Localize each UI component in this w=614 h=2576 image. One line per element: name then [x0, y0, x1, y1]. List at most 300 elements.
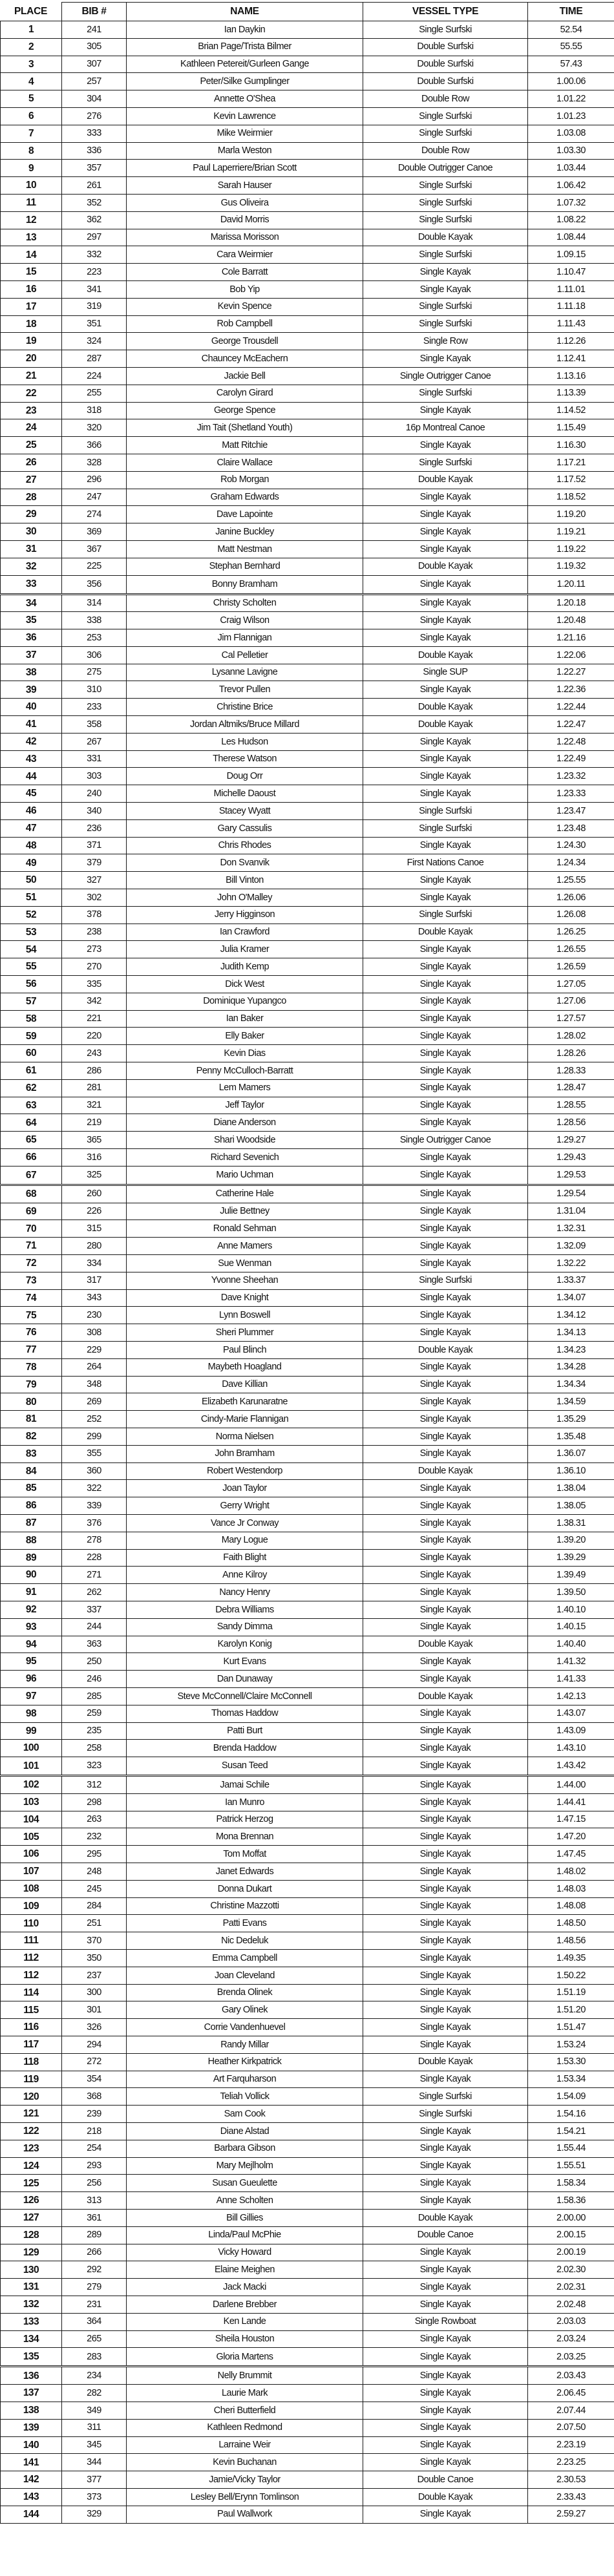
bib-cell: 350 [62, 1950, 127, 1967]
time-cell: 1.03.30 [556, 145, 586, 156]
name-cell: Susan Gueulette [127, 2175, 363, 2191]
table-row [0, 1932, 614, 1950]
place-cell: 17 [0, 299, 62, 315]
bib-cell: 366 [62, 437, 127, 454]
bib-cell: 370 [62, 1932, 127, 1949]
table-row [0, 1497, 614, 1515]
table-row [0, 647, 614, 664]
name-cell: Brian Page/Trista Bilmer [127, 39, 363, 56]
name-cell: Gary Cassulis [127, 820, 363, 837]
table-row [0, 1653, 614, 1671]
table-row [0, 889, 614, 907]
name-cell: Cindy-Marie Flannigan [127, 1411, 363, 1428]
vessel-type-cell: Single Kayak [363, 1846, 528, 1863]
column-header-place: PLACE [0, 2, 62, 21]
place-cell: 58 [0, 1011, 62, 1028]
vessel-type-cell: Single Kayak [363, 1446, 528, 1462]
table-row [0, 1290, 614, 1307]
time-cell: 2.00.00 [556, 2212, 586, 2223]
place-cell: 123 [0, 2140, 62, 2157]
bib-cell: 329 [62, 2506, 127, 2523]
vessel-type-cell: Single Kayak [363, 1967, 528, 1984]
place-cell: 105 [0, 1828, 62, 1845]
table-row [0, 2348, 614, 2367]
table-row [0, 195, 614, 212]
vessel-type-cell: Single Surfski [363, 21, 528, 38]
name-cell: Anne Kilroy [127, 1567, 363, 1583]
bib-cell: 232 [62, 1828, 127, 1845]
bib-cell: 231 [62, 2296, 127, 2313]
vessel-type-cell: Single Kayak [363, 2385, 528, 2402]
name-cell: Craig Wilson [127, 612, 363, 629]
time-cell: 2.07.50 [556, 2422, 586, 2433]
time-cell: 1.47.15 [556, 1814, 586, 1825]
table-row [0, 21, 614, 39]
bib-cell: 326 [62, 2019, 127, 2036]
bib-cell: 328 [62, 454, 127, 471]
time-cell: 1.54.09 [556, 2091, 586, 2102]
time-cell: 1.28.47 [556, 1082, 586, 1093]
vessel-type-cell: Single Kayak [363, 2036, 528, 2053]
name-cell: Marissa Morisson [127, 229, 363, 246]
table-row [0, 90, 614, 108]
vessel-type-cell: Single Kayak [363, 2261, 528, 2278]
vessel-type-cell: Single Kayak [363, 2506, 528, 2523]
table-row [0, 229, 614, 247]
table-row [0, 1515, 614, 1532]
place-cell: 44 [0, 768, 62, 785]
place-cell: 3 [0, 56, 62, 73]
vessel-type-cell: Single Surfski [363, 1272, 528, 1289]
time-cell: 1.01.22 [556, 93, 586, 104]
time-cell: 1.41.32 [556, 1656, 586, 1667]
time-cell: 1.27.05 [556, 978, 586, 989]
vessel-type-cell: Single Kayak [363, 889, 528, 906]
time-cell: 1.34.23 [556, 1344, 586, 1355]
vessel-type-cell: Single Row [363, 333, 528, 350]
vessel-type-cell: Single Kayak [363, 976, 528, 993]
time-cell: 2.30.53 [556, 2474, 586, 2485]
table-row [0, 941, 614, 958]
time-cell: 1.41.33 [556, 1673, 586, 1684]
time-cell: 1.27.06 [556, 996, 586, 1007]
bib-cell: 352 [62, 195, 127, 211]
bib-cell: 340 [62, 803, 127, 819]
name-cell: Steve McConnell/Claire McConnell [127, 1688, 363, 1705]
name-cell: Kevin Spence [127, 299, 363, 315]
bib-cell: 220 [62, 1028, 127, 1044]
bib-cell: 336 [62, 143, 127, 160]
place-cell: 51 [0, 889, 62, 906]
vessel-type-cell: Single Kayak [363, 958, 528, 975]
time-cell: 1.44.00 [556, 1779, 586, 1790]
place-cell: 72 [0, 1255, 62, 1272]
bib-cell: 351 [62, 316, 127, 333]
place-cell: 38 [0, 664, 62, 681]
bib-cell: 358 [62, 716, 127, 733]
table-row [0, 1393, 614, 1411]
vessel-type-cell: Single Kayak [363, 2420, 528, 2436]
place-cell: 89 [0, 1550, 62, 1567]
vessel-type-cell: Single Kayak [363, 595, 528, 612]
table-row [0, 212, 614, 229]
table-row [0, 820, 614, 838]
table-row [0, 437, 614, 454]
table-row [0, 1757, 614, 1777]
bib-cell: 323 [62, 1757, 127, 1775]
time-cell: 1.13.39 [556, 388, 586, 399]
time-cell: 2.07.44 [556, 2405, 586, 2416]
table-row [0, 1342, 614, 1359]
table-row [0, 1723, 614, 1740]
bib-cell: 287 [62, 350, 127, 367]
name-cell: Jim Tait (Shetland Youth) [127, 419, 363, 436]
place-cell: 114 [0, 1985, 62, 2001]
table-row [0, 768, 614, 785]
table-row [0, 958, 614, 976]
time-cell: 1.26.06 [556, 892, 586, 903]
table-row [0, 2019, 614, 2036]
bib-cell: 224 [62, 368, 127, 385]
name-cell: Sam Cook [127, 2106, 363, 2122]
time-cell: 1.40.10 [556, 1604, 586, 1615]
table-row [0, 1705, 614, 1723]
bib-cell: 229 [62, 1342, 127, 1358]
table-row [0, 316, 614, 333]
table-row [0, 1898, 614, 1916]
vessel-type-cell: Single Kayak [363, 1167, 528, 1184]
name-cell: Donna Dukart [127, 1881, 363, 1897]
bib-cell: 305 [62, 39, 127, 56]
name-cell: Carolyn Girard [127, 385, 363, 402]
place-cell: 109 [0, 1898, 62, 1915]
vessel-type-cell: Single Kayak [363, 2437, 528, 2454]
place-cell: 25 [0, 437, 62, 454]
name-cell: Paul Wallwork [127, 2506, 363, 2523]
table-row [0, 1062, 614, 1080]
place-cell: 30 [0, 523, 62, 540]
table-row [0, 1428, 614, 1446]
bib-cell: 262 [62, 1584, 127, 1601]
time-cell: 1.51.19 [556, 1987, 586, 1998]
time-cell: 1.48.02 [556, 1866, 586, 1877]
name-cell: John Bramham [127, 1446, 363, 1462]
bib-cell: 303 [62, 768, 127, 785]
place-cell: 15 [0, 264, 62, 280]
bib-cell: 272 [62, 2054, 127, 2071]
place-cell: 135 [0, 2348, 62, 2365]
column-header-bib: BIB # [62, 2, 127, 21]
vessel-type-cell: Single Kayak [363, 1255, 528, 1272]
vessel-type-cell: Single Kayak [363, 2019, 528, 2036]
time-cell: 1.50.22 [556, 1970, 586, 1981]
table-row [0, 595, 614, 613]
place-cell: 56 [0, 976, 62, 993]
table-row [0, 716, 614, 734]
time-cell: 1.20.11 [556, 578, 586, 589]
table-row [0, 350, 614, 368]
bib-cell: 274 [62, 506, 127, 523]
bib-cell: 313 [62, 2192, 127, 2209]
table-row [0, 56, 614, 74]
vessel-type-cell: 16p Montreal Canoe [363, 419, 528, 436]
bib-cell: 364 [62, 2314, 127, 2330]
vessel-type-cell: Single Kayak [363, 1428, 528, 1445]
vessel-type-cell: Single Kayak [363, 1950, 528, 1967]
table-row [0, 1777, 614, 1794]
time-cell: 1.24.30 [556, 840, 586, 851]
name-cell: Jamai Schile [127, 1777, 363, 1793]
name-cell: Nic Dedeluk [127, 1932, 363, 1949]
bib-cell: 271 [62, 1567, 127, 1583]
bib-cell: 234 [62, 2367, 127, 2384]
place-cell: 130 [0, 2261, 62, 2278]
time-cell: 1.34.07 [556, 1293, 586, 1304]
place-cell: 90 [0, 1567, 62, 1583]
place-cell: 20 [0, 350, 62, 367]
vessel-type-cell: Single Kayak [363, 1671, 528, 1687]
place-cell: 107 [0, 1863, 62, 1880]
time-cell: 1.07.32 [556, 197, 586, 208]
table-row [0, 924, 614, 942]
bib-cell: 251 [62, 1915, 127, 1932]
place-cell: 59 [0, 1028, 62, 1044]
vessel-type-cell: Single Kayak [363, 2348, 528, 2365]
bib-cell: 221 [62, 1011, 127, 1028]
time-cell: 1.31.04 [556, 1206, 586, 1217]
table-row [0, 854, 614, 872]
name-cell: John O'Malley [127, 889, 363, 906]
bib-cell: 298 [62, 1794, 127, 1811]
bib-cell: 275 [62, 664, 127, 681]
table-row [0, 385, 614, 403]
table-row [0, 1307, 614, 1324]
bib-cell: 279 [62, 2279, 127, 2296]
vessel-type-cell: Single Surfski [363, 454, 528, 471]
vessel-type-cell: Single Surfski [363, 820, 528, 837]
name-cell: Brenda Haddow [127, 1740, 363, 1757]
table-row [0, 2331, 614, 2349]
bib-cell: 247 [62, 489, 127, 506]
name-cell: Sue Wenman [127, 1255, 363, 1272]
table-row [0, 681, 614, 699]
name-cell: Chris Rhodes [127, 838, 363, 854]
vessel-type-cell: Single Kayak [363, 612, 528, 629]
vessel-type-cell: Single Surfski [363, 108, 528, 125]
table-row [0, 803, 614, 820]
bib-cell: 348 [62, 1377, 127, 1393]
place-cell: 67 [0, 1167, 62, 1184]
time-cell: 1.48.56 [556, 1935, 586, 1946]
name-cell: Peter/Silke Gumplinger [127, 73, 363, 90]
name-cell: Sandy Dimma [127, 1619, 363, 1636]
vessel-type-cell: Single Kayak [363, 1705, 528, 1722]
place-cell: 2 [0, 39, 62, 56]
vessel-type-cell: Double Kayak [363, 1342, 528, 1358]
table-row [0, 125, 614, 143]
vessel-type-cell: Single Kayak [363, 2001, 528, 2018]
time-cell: 55.55 [560, 41, 582, 52]
name-cell: Graham Edwards [127, 489, 363, 506]
vessel-type-cell: Single Kayak [363, 1011, 528, 1028]
time-cell: 2.03.03 [556, 2316, 586, 2327]
time-cell: 1.39.50 [556, 1587, 586, 1598]
vessel-type-cell: Single Kayak [363, 2071, 528, 2088]
time-cell: 1.51.47 [556, 2022, 586, 2032]
bib-cell: 237 [62, 1967, 127, 1984]
bib-cell: 294 [62, 2036, 127, 2053]
table-row [0, 576, 614, 595]
name-cell: Gloria Martens [127, 2348, 363, 2365]
name-cell: Mario Uchman [127, 1167, 363, 1184]
table-row [0, 489, 614, 507]
bib-cell: 223 [62, 264, 127, 280]
place-cell: 97 [0, 1688, 62, 1705]
vessel-type-cell: Single Kayak [363, 2367, 528, 2384]
vessel-type-cell: Single Surfski [363, 212, 528, 229]
time-cell: 2.03.25 [556, 2351, 586, 2362]
place-cell: 140 [0, 2437, 62, 2454]
place-cell: 103 [0, 1794, 62, 1811]
bib-cell: 250 [62, 1653, 127, 1670]
table-row [0, 2385, 614, 2402]
time-cell: 1.28.55 [556, 1100, 586, 1111]
vessel-type-cell: Double Kayak [363, 2210, 528, 2226]
place-cell: 98 [0, 1705, 62, 1722]
bib-cell: 331 [62, 751, 127, 768]
vessel-type-cell: Single Kayak [363, 1080, 528, 1097]
bib-cell: 225 [62, 558, 127, 575]
vessel-type-cell: Double Kayak [363, 1688, 528, 1705]
bib-cell: 301 [62, 2001, 127, 2018]
vessel-type-cell: Single Kayak [363, 1915, 528, 1932]
name-cell: George Trousdell [127, 333, 363, 350]
vessel-type-cell: Single Kayak [363, 264, 528, 280]
table-row [0, 2158, 614, 2175]
time-cell: 1.39.49 [556, 1569, 586, 1580]
time-cell: 1.43.10 [556, 1742, 586, 1753]
vessel-type-cell: Single Kayak [363, 576, 528, 593]
time-cell: 1.32.09 [556, 1240, 586, 1251]
name-cell: Don Svanvik [127, 854, 363, 871]
vessel-type-cell: Double Row [363, 143, 528, 160]
name-cell: Shari Woodside [127, 1132, 363, 1148]
vessel-type-cell: Single Kayak [363, 1740, 528, 1757]
place-cell: 13 [0, 229, 62, 246]
table-row [0, 1950, 614, 1967]
name-cell: Paul Blinch [127, 1342, 363, 1358]
place-cell: 104 [0, 1811, 62, 1828]
table-row [0, 1203, 614, 1221]
name-cell: Gus Oliveira [127, 195, 363, 211]
name-cell: Julia Kramer [127, 941, 363, 958]
vessel-type-cell: Single Surfski [363, 2088, 528, 2105]
place-cell: 85 [0, 1480, 62, 1497]
time-cell: 1.36.07 [556, 1448, 586, 1459]
vessel-type-cell: Single Kayak [363, 1114, 528, 1131]
table-row [0, 558, 614, 576]
place-cell: 93 [0, 1619, 62, 1636]
place-cell: 52 [0, 907, 62, 924]
place-cell: 131 [0, 2279, 62, 2296]
table-row [0, 1377, 614, 1394]
table-row [0, 1619, 614, 1636]
time-cell: 1.34.28 [556, 1362, 586, 1373]
place-cell: 84 [0, 1463, 62, 1480]
bib-cell: 322 [62, 1480, 127, 1497]
name-cell: Faith Blight [127, 1550, 363, 1567]
name-cell: Corrie Vandenhuevel [127, 2019, 363, 2036]
name-cell: Laurie Mark [127, 2385, 363, 2402]
bib-cell: 245 [62, 1881, 127, 1897]
vessel-type-cell: Single Kayak [363, 1550, 528, 1567]
time-cell: 1.34.59 [556, 1397, 586, 1407]
bib-cell: 308 [62, 1324, 127, 1341]
time-cell: 1.55.51 [556, 2160, 586, 2171]
name-cell: Dominique Yupangco [127, 993, 363, 1010]
name-cell: Patrick Herzog [127, 1811, 363, 1828]
place-cell: 136 [0, 2367, 62, 2384]
time-cell: 1.14.52 [556, 405, 586, 416]
table-row [0, 2244, 614, 2262]
table-row [0, 1863, 614, 1881]
time-cell: 1.34.34 [556, 1379, 586, 1390]
time-cell: 1.58.36 [556, 2195, 586, 2206]
place-cell: 115 [0, 2001, 62, 2018]
vessel-type-cell: Single Kayak [363, 2279, 528, 2296]
vessel-type-cell: Single Kayak [363, 506, 528, 523]
time-cell: 1.44.41 [556, 1797, 586, 1808]
vessel-type-cell: Single Kayak [363, 2192, 528, 2209]
table-row [0, 2123, 614, 2140]
table-row [0, 2071, 614, 2089]
vessel-type-cell: Double Surfski [363, 39, 528, 56]
bib-cell: 219 [62, 1114, 127, 1131]
vessel-type-cell: Single Kayak [363, 629, 528, 646]
name-cell: Chauncey McEachern [127, 350, 363, 367]
vessel-type-cell: Single Kayak [363, 541, 528, 558]
time-cell: 1.34.13 [556, 1327, 586, 1338]
column-header-time: TIME [528, 2, 614, 21]
vessel-type-cell: Double Kayak [363, 647, 528, 664]
name-cell: Patti Evans [127, 1915, 363, 1932]
place-cell: 28 [0, 489, 62, 506]
time-cell: 2.00.15 [556, 2230, 586, 2241]
bib-cell: 354 [62, 2071, 127, 2088]
table-row [0, 2402, 614, 2420]
vessel-type-cell: Single Kayak [363, 941, 528, 958]
bib-cell: 334 [62, 1255, 127, 1272]
name-cell: Norma Nielsen [127, 1428, 363, 1445]
place-cell: 117 [0, 2036, 62, 2053]
name-cell: Diane Anderson [127, 1114, 363, 1131]
time-cell: 1.17.52 [556, 474, 586, 485]
time-cell: 1.39.29 [556, 1552, 586, 1563]
name-cell: Rob Morgan [127, 472, 363, 489]
vessel-type-cell: Single Kayak [363, 1881, 528, 1897]
table-row [0, 1688, 614, 1705]
vessel-type-cell: Single Outrigger Canoe [363, 368, 528, 385]
bib-cell: 302 [62, 889, 127, 906]
table-row [0, 2227, 614, 2244]
time-cell: 1.08.44 [556, 232, 586, 243]
bib-cell: 365 [62, 1132, 127, 1148]
table-row [0, 751, 614, 768]
vessel-type-cell: Single Kayak [363, 2244, 528, 2261]
table-row [0, 2140, 614, 2158]
bib-cell: 270 [62, 958, 127, 975]
name-cell: Dick West [127, 976, 363, 993]
